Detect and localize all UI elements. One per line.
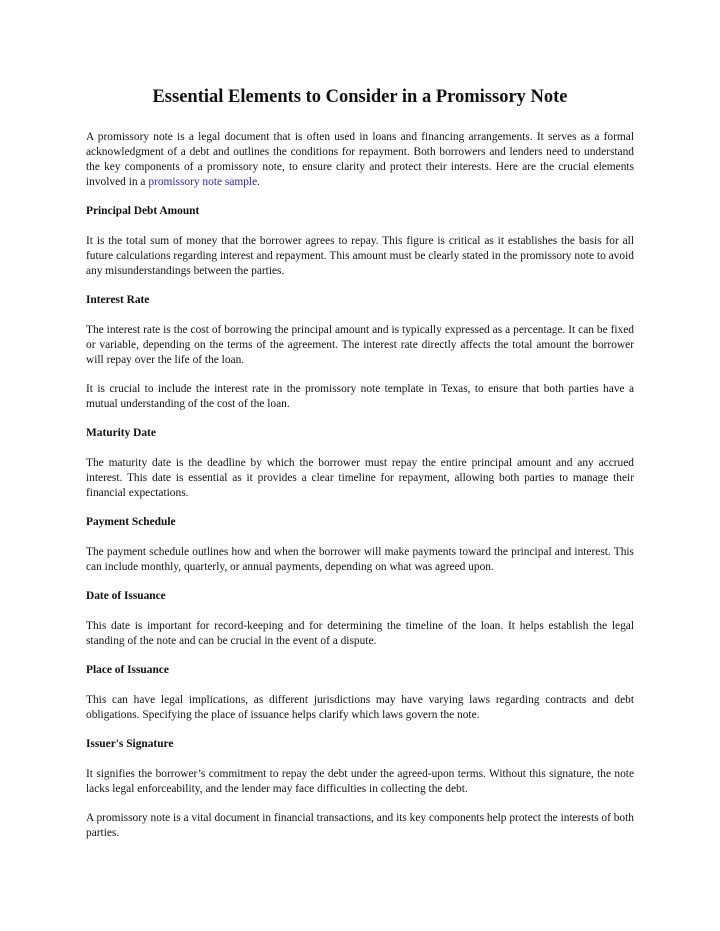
intro-text-end: .: [257, 176, 261, 188]
intro-text: A promissory note is a legal document that is often used in loans and financing arrangements. It serves as a formal acknowledgment of a debt and outlines the conditions for repayment. Both borrowers and lenders need to understand the key components of a promissory note, to ensure clarity and protect their interests. Here are the crucial elements involved in a: [86, 131, 634, 188]
heading-maturity-date: Maturity Date: [86, 427, 156, 439]
paragraph-maturity-date: The maturity date is the deadline by which the borrower must repay the entire principal amount and any accrued interest. This date is essential as it provides a clear timeline for repayment, allowing both parties to manage their financial expectations.: [86, 457, 634, 499]
heading-principal-debt-amount: Principal Debt Amount: [86, 205, 200, 217]
paragraph-place-of-issuance: This can have legal implications, as different jurisdictions may have varying laws regarding contracts and debt obligations. Specifying the place of issuance helps clarify which laws govern the note.: [86, 694, 634, 721]
paragraph-interest-rate-2: It is crucial to include the interest rate in the promissory note template in Texas, to ensure that both parties have a mutual understanding of the cost of the loan.: [86, 383, 634, 410]
intro-paragraph: [86, 130, 634, 190]
heading-interest-rate: Interest Rate: [86, 294, 150, 306]
paragraph-date-of-issuance: This date is important for record-keeping and for determining the timeline of the loan. It helps establish the legal standing of the note and can be crucial in the event of a dispute.: [86, 620, 634, 647]
heading-date-of-issuance: Date of Issuance: [86, 590, 166, 602]
paragraph-payment-schedule: The payment schedule outlines how and when the borrower will make payments toward the principal and interest. This can include monthly, quarterly, or annual payments, depending on what was agreed upon.: [86, 546, 634, 573]
heading-payment-schedule: Payment Schedule: [86, 516, 176, 528]
paragraph-interest-rate-1: The interest rate is the cost of borrowing the principal amount and is typically expressed as a percentage. It can be fixed or variable, depending on the terms of the agreement. The interest rate directly affects the total amount the borrower will repay over the life of the loan.: [86, 324, 634, 366]
paragraph-issuers-signature: It signifies the borrower’s commitment to repay the debt under the agreed-upon terms. Without this signature, the note lacks legal enforceability, and the lender may face difficulties in collecting the debt.: [86, 768, 634, 795]
promissory-note-sample-link[interactable]: promissory note sample: [148, 176, 258, 188]
heading-place-of-issuance: Place of Issuance: [86, 664, 169, 676]
page-title: Essential Elements to Consider in a Promissory Note: [152, 87, 568, 107]
heading-issuers-signature: Issuer's Signature: [86, 738, 174, 750]
conclusion-paragraph: A promissory note is a vital document in financial transactions, and its key components help protect the interests of both parties.: [86, 812, 634, 839]
paragraph-principal-debt-amount: It is the total sum of money that the borrower agrees to repay. This figure is critical as it establishes the basis for all future calculations regarding interest and repayment. This amount must be clearly stated in the promissory note to avoid any misunderstandings between the parties.: [86, 235, 634, 277]
